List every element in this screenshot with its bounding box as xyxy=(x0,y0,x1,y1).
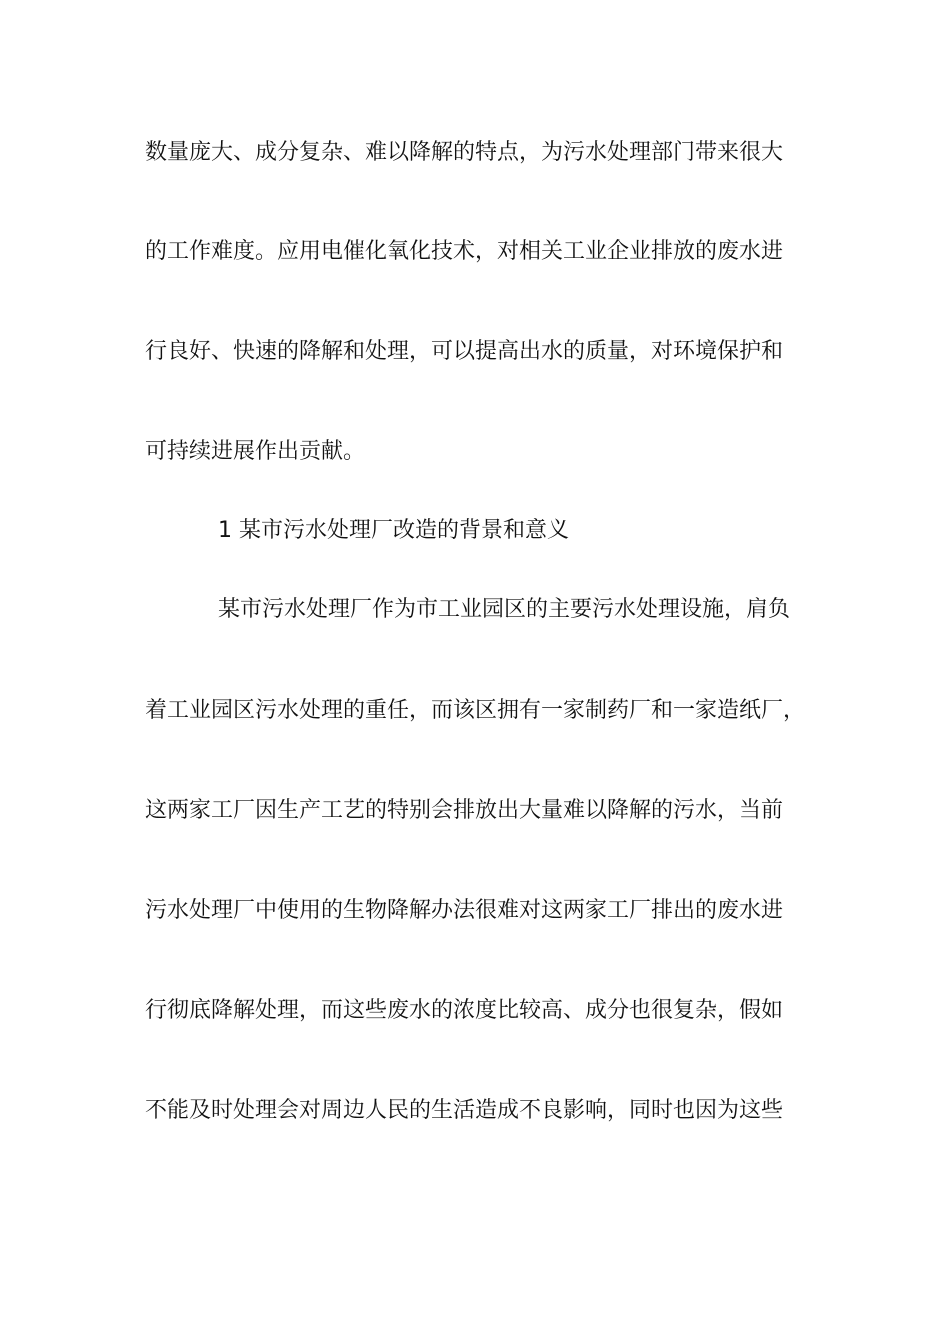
paragraph-line: 行彻底降解处理，而这些废水的浓度比较高、成分也很复杂，假如 xyxy=(145,998,784,1023)
paragraph-line: 可持续进展作出贡献。 xyxy=(145,439,366,464)
paragraph-line: 的工作难度。应用电催化氧化技术，对相关工业企业排放的废水进 xyxy=(145,239,784,264)
paragraph-line: 行良好、快速的降解和处理，可以提高出水的质量，对环境保护和 xyxy=(145,339,784,364)
paragraph-line: 这两家工厂因生产工艺的特别会排放出大量难以降解的污水，当前 xyxy=(145,798,784,823)
paragraph-line: 某市污水处理厂作为市工业园区的主要污水处理设施，肩负 xyxy=(218,597,791,622)
paragraph-line: 不能及时处理会对周边人民的生活造成不良影响，同时也因为这些 xyxy=(145,1098,784,1123)
paragraph-line: 着工业园区污水处理的重任，而该区拥有一家制药厂和一家造纸厂， xyxy=(145,698,806,723)
paragraph-line: 污水处理厂中使用的生物降解办法很难对这两家工厂排出的废水进 xyxy=(145,898,784,923)
section-heading: 1 某市污水处理厂改造的背景和意义 xyxy=(218,518,569,543)
paragraph-line: 数量庞大、成分复杂、难以降解的特点，为污水处理部门带来很大 xyxy=(145,140,784,165)
